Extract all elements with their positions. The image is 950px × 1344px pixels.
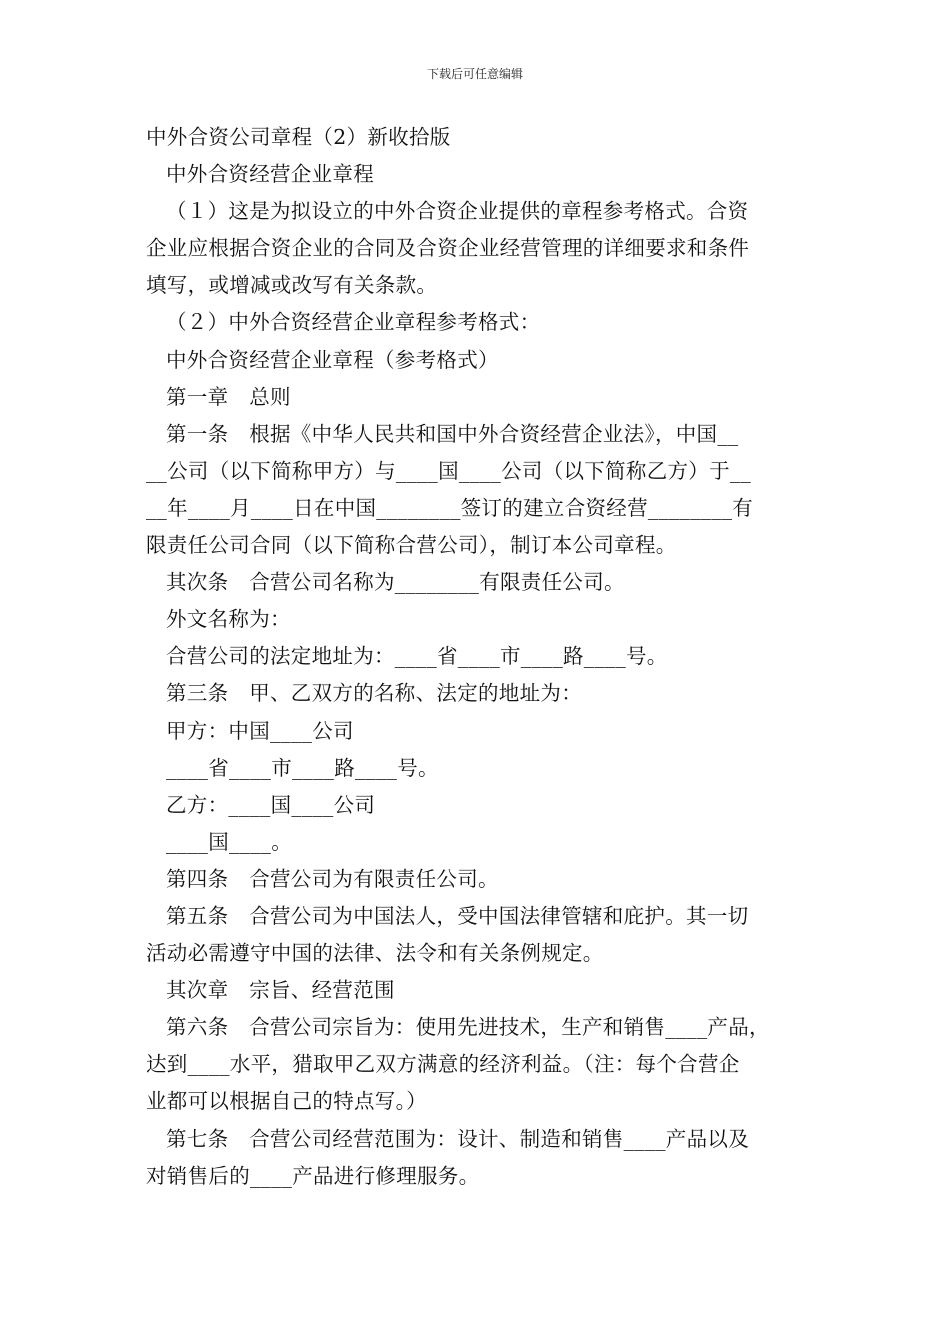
document-line: 其次条 合营公司名称为________有限责任公司。 bbox=[166, 570, 625, 595]
document-line: 其次章 宗旨、经营范围 bbox=[166, 978, 395, 1003]
document-line: 第一章 总则 bbox=[166, 384, 291, 409]
document-line: 外文名称为： bbox=[166, 607, 291, 632]
document-line: 甲方：中国____公司 bbox=[166, 718, 354, 743]
document-line: （１）这是为拟设立的中外合资企业提供的章程参考格式。合资 bbox=[166, 199, 749, 224]
document-line: 第五条 合营公司为中国法人，受中国法律管辖和庇护。其一切 bbox=[166, 903, 749, 928]
document-line: 限责任公司合同（以下简称合营公司），制订本公司章程。 bbox=[146, 533, 677, 558]
document-line: 达到____水平，猎取甲乙双方满意的经济利益。（注：每个合营企 bbox=[146, 1052, 740, 1077]
page-header-note: 下载后可任意编辑 bbox=[426, 67, 523, 81]
document-line: 对销售后的____产品进行修理服务。 bbox=[146, 1163, 480, 1188]
document-line: __年____月____日在中国________签订的建立合资经营________有 bbox=[146, 495, 754, 520]
document-line: 活动必需遵守中国的法律、法令和有关条例规定。 bbox=[146, 941, 604, 966]
document-line: ____国____。 bbox=[166, 829, 292, 854]
document-line: 合营公司的法定地址为：____省____市____路____号。 bbox=[166, 644, 668, 669]
document-body bbox=[146, 119, 816, 1195]
document-line: （２）中外合资经营企业章程参考格式： bbox=[166, 310, 541, 335]
document-line: __公司（以下简称甲方）与____国____公司（以下简称乙方）于__ bbox=[146, 458, 751, 483]
document-line: 第四条 合营公司为有限责任公司。 bbox=[166, 866, 499, 891]
document-line: 第一条 根据《中华人民共和国中外合资经营企业法》，中国__ bbox=[166, 421, 739, 446]
document-line: 业都可以根据自己的特点写。） bbox=[146, 1089, 427, 1114]
document-line: 乙方：____国____公司 bbox=[166, 792, 376, 817]
document-line: 中外合资经营企业章程 bbox=[166, 162, 374, 187]
document-line: 中外合资经营企业章程（参考格式） bbox=[166, 347, 499, 372]
document-line: 第三条 甲、乙双方的名称、法定的地址为： bbox=[166, 681, 582, 706]
document-line: 第六条 合营公司宗旨为：使用先进技术，生产和销售____产品， bbox=[166, 1015, 770, 1040]
document-line: 企业应根据合资企业的合同及合资企业经营管理的详细要求和条件 bbox=[146, 236, 750, 261]
document-line: 填写，或增减或改写有关条款。 bbox=[146, 273, 438, 298]
document-line: 第七条 合营公司经营范围为：设计、制造和销售____产品以及 bbox=[166, 1126, 749, 1151]
document-line: ____省____市____路____号。 bbox=[166, 755, 439, 780]
document-line: 中外合资公司章程（2）新收拾版 bbox=[146, 125, 451, 149]
